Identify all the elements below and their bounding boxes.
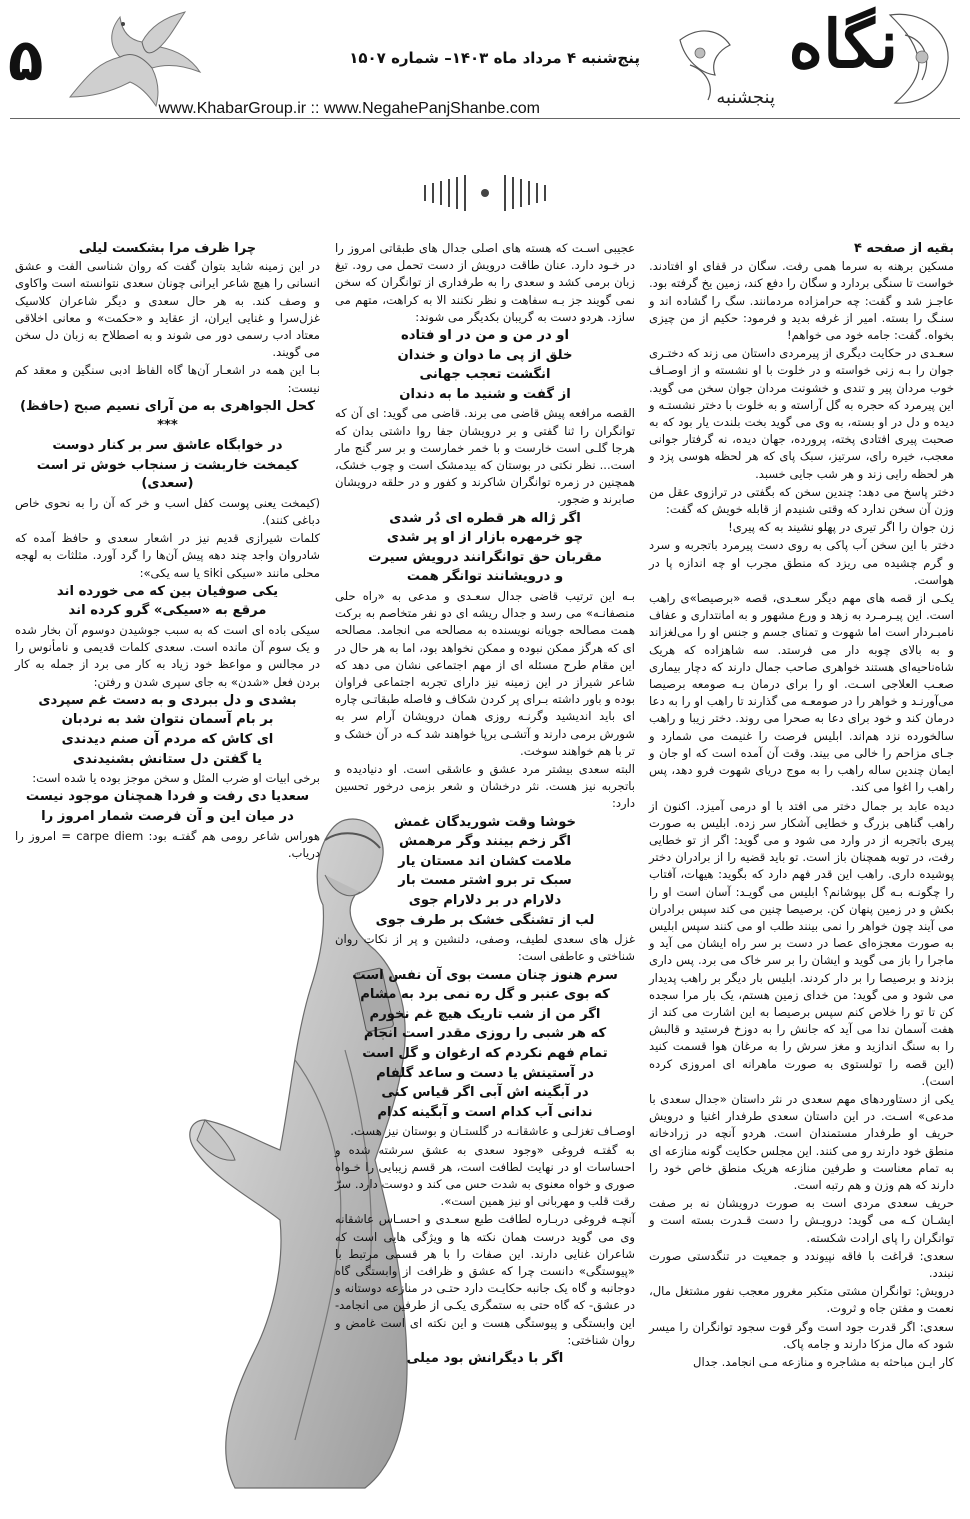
verse-line: دلارام در بر دلارام جوی bbox=[408, 893, 562, 908]
decorative-divider-icon bbox=[420, 175, 550, 211]
verse-line: یکی صوفیان بین که می خورده اند bbox=[56, 583, 279, 599]
verse-line: که هر شبی را روزی مقدر است انجام bbox=[363, 1026, 607, 1042]
verse-line: تمام فهم نکردم که ارغوان و گل است bbox=[362, 1045, 608, 1061]
verse-line: لب از تشنگی خشک بر طرف جوی bbox=[375, 912, 595, 928]
paragraph: به گفتـه فروغی «وجود سعدی به عشق سرشته شده و احساسات او در نهایت لطافت است، هر قسم زیبایی را خـواه صوری و خواه معنوی به شدت حس می کند و دوست دارد. سرّ رقت قلب و مهربانی او نیز همین است». bbox=[335, 1142, 635, 1209]
page-number: ۵ bbox=[8, 26, 44, 94]
verse-line: اگر با دیگرانش بود میلی bbox=[406, 1350, 564, 1366]
verse-line: انگشت تعجب جهانی bbox=[419, 367, 551, 383]
paragraph: یکی از دستاوردهای مهم سعدی در نثر داستان «جدال سعدی با مدعی» اسـت. در این داستان سعدی طرفدار اغنیا و درویش حریف او طرفدار مستمندان است. هردو آنچه در زرادخانه منطق خود دارند رو می کنند. این مجلس حکایت گونه منازعه ای به تمام معناست و طرفین منازعه هریک منطق خاص خود را دارند که هم وزن و هم رتبه است. bbox=[649, 1091, 954, 1192]
logo-subtitle: پنجشنبه bbox=[716, 87, 775, 108]
verse-line: یا گفتن دل ستانش بشنیدندی bbox=[72, 751, 263, 767]
verse-line: از گفت و شنید ما به دندان bbox=[399, 386, 571, 402]
verse-line: در میان این و آن فرصت شمار امروز را bbox=[41, 808, 294, 824]
paragraph: دختر پاسخ می دهد: چندین سخن که بگفتی در ترازوی عقل من وزن آن سخن ندارد که وقتی شنیدم از قابله خویش که گفت: bbox=[649, 484, 954, 517]
verse-line: سرم هنوز چنان مست بوی آن نفس است bbox=[352, 967, 618, 983]
verse-line: چو خرمهره بازار از او پر شدی bbox=[386, 530, 584, 546]
verse-line: و درویشانند توانگر همت bbox=[406, 569, 564, 585]
paragraph: هوراس شاعر رومی هم گفتـه بود: carpe diem = امروز را دریاب. bbox=[15, 828, 320, 860]
verse-line: اگر من از شب تاریک هیچ غم نخورم bbox=[369, 1006, 601, 1022]
paragraph: غزل های سعدی لطیف، وصفی، دلنشین و پر از نکات روان شناختی و عاطفی است: bbox=[335, 932, 635, 964]
paragraph: مسکین برهنه به سرما همی رفت. سگان در قفای او افتادند. خواست تا سنگی بردارد و سگان را دفع کند، زمین یخ گرفته بود. عاجـز شد و گفت: چه حرامزاده مردمانند. سگ را گشاده اند و سنـگ را بسته. امیر از غرفه بدید و فرمود: حکیم از من چیزی بخواه. گفت: جامه خود می خواهم! bbox=[649, 259, 954, 343]
paragraph: درویش: توانگران مشتی متکبر مغرور معجب نفور مشتغل مال، نعمت و مفتن جاه و ثروت. bbox=[649, 1284, 954, 1316]
newspaper-logo bbox=[660, 5, 960, 115]
paragraph: سعدی: اگر قدرت جود است وگر قوت سجود توانگران را میسر شود که مال مزکا دارند و جامه پاک. bbox=[649, 1319, 954, 1351]
masthead bbox=[0, 0, 970, 130]
paragraph: سعدی: قراغت با فاقه نپیوندد و جمعیت در تنگدستی صورت نبندد. bbox=[649, 1248, 954, 1280]
verse-line: بشدی و دل ببردی و به دست غم سپردی bbox=[38, 692, 297, 708]
phoenix-emblem-icon bbox=[60, 2, 210, 112]
verse-line: او در من و من در او فتاده bbox=[400, 328, 570, 344]
verse-line: اگر زخم بینند وگر مرهمش bbox=[399, 834, 571, 850]
verse-line: خلق از پی ما دوان و خندان bbox=[397, 347, 573, 363]
verse-line: ملامت کشان اند مستان یار bbox=[398, 853, 572, 869]
paragraph: سعـدی در حکایت دیگری از پیرمردی داستان می زند که دختـری جوان را بـه زنی خواسته و در خلوت با او نشسته و از اوصـاف خوب مردان پیر و تندی و خشونت مردان جوان سخن می گوید. این پیرمرد که حجره به گل آراسته و به خلوت با دختر نشستـه و دیده و دل در او بسته، به وی می گوید بخت بلندت یار بود که به صحبت پیری افتادی پخته، پرورده، جهان دیده، نه گرفتار جوانی معجب، خیره رای، سرتیز، سبک پای که هر لحظه هوسی پزد و هر لحظه رایی زند و هر شب جایی خسبد. bbox=[649, 346, 954, 481]
separator-stars: *** bbox=[157, 418, 178, 434]
paragraph: سیکی باده ای است که به سبب جوشیدن دوسوم آن بخار شده و یک سوم آن مانده است. سعدی کلمات قدیمی و نامأنوس را در مجالس و مواعظ خود زیاد به کار می برد از جمله به کار بردن فعل «شدن» به جای سپری شدن و رفتن: bbox=[15, 623, 320, 689]
verse-line: ندانی آب کدام است و آبگینه کدام bbox=[377, 1104, 593, 1120]
paragraph: بـه این ترتیب قاضی جدال سعـدی و مدعی به «راه حلی منصفانـه» می رسد و جدال ریشه ای دو نفر متخاصم به برکت همت مصالحه جویانه نویسنده به مصالحه می انجامد. مصالحه ای که هرگز ممکن نبوده و ممکن نخواهد بود، اما به هر حال در این مقام طرح مسئله ای از مهم اجتماعی نشان می دهد که شاعر شیراز در این زمینه نیز دارای تجربه اجتماعی فراوان بوده و باور داشته بـرای پر کردن شکاف و فاصله طبقاتـی چاره ای باید اندیشید وگرنـه روزی همان درویشان آرام سر به شورش برمی دارند و آتشـی برپا خواهند شد کـه در آن خشک و تر با هم خواهند سوخت. bbox=[335, 588, 635, 758]
article-column-middle bbox=[335, 240, 635, 1370]
website-links: www.KhabarGroup.ir :: www.NegahePanjShanbe.com bbox=[158, 100, 540, 117]
paragraph: القصه مرافعه پیش قاضی می برند. قاضی می گوید: ای آن که توانگران را ثنا گفتی و بر درویشان جفا روا داشتی بدان که هرجا گلـی است خارست و با خمر خمارست و بر سر گنج مار است... نظر نکتی در بوستان که بیدمشک است و چوب خشک، همچنین در زمره توانگران شاکرند و کفور و در حلقه درویشان صابرند و ضجور. bbox=[335, 406, 635, 507]
verse-line: مقربان حق توانگرانند درویش سیرت bbox=[368, 549, 602, 565]
verse-line: در آستینش یا دست و ساعد گلفام bbox=[376, 1065, 594, 1081]
paragraph: کلمات شیرازی قدیم نیز در اشعار سعدی و حافظ آمده که شادروان واجد چند دهه پیش آن‌ها را گرد آورد. مثلثات به لهجه محلی مانند «سیکی siki یا سه یکی»: bbox=[15, 531, 320, 580]
verse-line: سبک تر برو اشتر مست بار bbox=[398, 873, 572, 889]
paragraph: حریف سعدی مردی است به صورت درویشان نه بر صفت ایشـان کـه می گوید: درویـش را دست قـدرت بسته است و توانگران را پای ارادت شکسته. bbox=[649, 1196, 954, 1245]
logo-wordmark: نگاه bbox=[788, 5, 898, 83]
paragraph: یکـی از قصه های مهم دیگر سعـدی، قصه «برصیصا»ی راهب است. این پیـرمـرد به زهد و ورع مشهور و به امانتداری و عفاف نامبـردار است اما شهوت و تمنای جسم و جنس او را می‌لغزاند و به بالای چوبه دار می فرستد. سه شاهزاده که هریک شاه‌ناحیه‌ای هستند خواهری صاحب جمال دارند که دچار بیماری صعـب العلاجی اسـت. او را برای درمان بـه صومعه برصیصا می‌آورنـد و خواهر را در صومعـه می گذارند تا راهب او را به دعا درمان کند و خود برای دعا به صحرا می روند. دختر زیبا و راهب سالخورده نزد هم‌اند. ابلیس فرصت را غنیمت می شمارد و جـای مزاحم را خالی می بیند. وقت آن آمده است که او جان و ایمان چندین ساله راهب را به موج دریای شهوت فرو دهد، پس راهب را اغوا می کند. bbox=[649, 591, 954, 795]
paragraph: در این زمینه شاید بتوان گفت که روان شناسی الفت و عشق انسانی را هیچ شاعر ایرانی چونان سعدی نتوانسته است واکاوی و وصف کند. به هر حال سعدی و دیگر شاعران کلاسیک غزل‌سرا و غنایی ایران، از عقاید و «حکمت» و معانی اخلاقی معتاد ادب رسمی دور می شوند و به اصطلاح به زبان دل سخن می گویند. bbox=[15, 259, 320, 360]
verse-line: خوشا وقت شوریدگان غمش bbox=[393, 814, 577, 830]
article-column-left bbox=[15, 240, 320, 863]
verse-line: سعدیا دی رفت و فردا همچنان موجود نیست bbox=[25, 789, 310, 805]
verse-line: کحل الجواهری به من آرای نسیم صبح (حافظ) bbox=[20, 398, 315, 414]
paragraph: البته سعدی بیشتر مرد عشق و عاشقی است. او دنیادیده و باتجربه نیز هست. نثر درخشان و شعر بزمی درخور تحسین دارد: bbox=[335, 762, 635, 811]
section-heading: چرا ظرف مرا بشکست لیلی bbox=[78, 241, 257, 256]
paragraph: برخی ابیات او ضرب المثل و سخن موجز بوده یا شده است: bbox=[32, 771, 320, 786]
verse-line: در آبگینه اش آبی اگر قیاس کنی bbox=[381, 1085, 589, 1101]
paragraph: دختر با این سخن آب پاکی به روی دست پیرمرد باتجربه و سرد و گرم چشیده می ریزد که منطق مجرب او چه اندازه پا در هواست. bbox=[649, 538, 954, 587]
verse-line: در خوابگاه عاشق سر بر کنار دوست bbox=[52, 438, 283, 454]
paragraph: دیده عابد بر جمال دختر می افتد با او درمی آمیزد. اکنون از راهب گناهی بزرگ و خطایی آشکار سر زده. ابلیس به صورت پیری باتجربه از در وارد می شود و می گوید: اگر از تو خطایی رفت، در توبه همچنان باز است. تو باید قضیه را از برادران دختر پوشیده داری. راهب این قدر فهم دارد که بگوید: هیهات، آفتاب را چگونـه بـه گل بپوشانم؟ ابلیس می گویـد: آسان است او را بکش و در زمین پنهان کن. برصیصا چنین می کند سپس برادران می آیند چون خواهر را نمی بینند طلب او می کنند سپس ابلیس به صورت معجزه‌ای عصا در دست بر سر راه ایشان می آید و ماجرا را باز می گوید و ایشان را بر سر خاک می برد. پس داری بزدند و برصیصا را بر دار کردند. ابلیس بار دیگر بر راهب پدیدار می شود و می گوید: من خدای زمین هستم، یک بار مرا سجده کن تا تو را خلاص کنم سپس برصیصا به این اشارت می کند از هفت آسمان ندا می آید که جانش را به دوزخ فرستید و قالبش را به سنگ اندازید و مغز سرش را به مرغان هوا قسمت کنید (این قصه را تولستوی به صورت ماهرانه ای امروزی کرده است). bbox=[649, 798, 954, 1088]
paragraph: عجیبی اسـت که هسته های اصلی جدال های طبقاتی امروز را در خـود دارد. عنان طاقت درویش از دست تحمل می رود. تیغ زبان برمی کشد و سعدی را به طرفداری از توانگران که سخن نمی گویند جز بـه سفاهت و نظر نکنند الا به کراهت، متهم می سازد. هردو دست به گریبان بکدیگر می شوند: bbox=[335, 241, 635, 324]
article-column-right bbox=[649, 240, 954, 1372]
paragraph: کار ایـن مباحثه به مشاجره و منازعه مـی انجامد. جدال bbox=[693, 1355, 954, 1369]
verse-line: که بوی عنبر و گل ره نمی برد به مشام bbox=[360, 987, 610, 1003]
issue-date-line: پنج‌شنبه ۴ مرداد ماه ۱۴۰۳– شماره ۱۵۰۷ bbox=[349, 49, 640, 67]
continued-from-heading: بقیه از صفحه ۴ bbox=[853, 241, 954, 256]
verse-line: ای کاش که مردم آن صنم دیدندی bbox=[61, 732, 274, 747]
quote-line: زن جوان را اگر تیری در پهلو نشیند به که پیری! bbox=[728, 520, 954, 535]
masthead-rule bbox=[10, 118, 960, 119]
verse-line: مرقع به «سیکی» گرو کرده اند bbox=[68, 603, 267, 619]
verse-line: بر بام آسمان نتوان شد به نردبان bbox=[61, 712, 274, 728]
paragraph: اوصـاف تغزلـی و عاشقانـه در گلستـان و بوستان نیز هست. bbox=[350, 1124, 635, 1139]
paragraph: بـا این همه در اشعـار آن‌ها گاه الفاظ ادبی سنگین و معقد کم نیست: bbox=[15, 363, 320, 395]
verse-line: اگر ژاله هر قطره ای دُر شدی bbox=[389, 510, 581, 526]
paragraph: (کیمخت یعنی پوست کفل اسب و خر که آن را به نحوی خاص دباغی کنند). bbox=[15, 495, 320, 527]
verse-line: کیمخت خاربشت ز سنجاب خوش تر است (سعدی) bbox=[36, 457, 299, 492]
paragraph: آنچـه فروغی دربـاره لطافت طبع سعـدی و احسـاس عاشقانه وی می گوید درست همان نکته ها و ویژگی هایی است که شاعران غنایی دارند. این صفات را با هر قسمی مرتبط با «پیوستگی» دانست چرا که عشق و ظرافت از وابستگی گاه دوجانبه و گاه یک جانبه حکایـت دارد حتـی در منازعه دوستانه و در عشق- که گاه حتی به ستمگری یکـی از طرفین می انجامد- این وابستگی و پیوستگی هست و این نکته ای است غامض و روان شناختی: bbox=[335, 1212, 635, 1347]
